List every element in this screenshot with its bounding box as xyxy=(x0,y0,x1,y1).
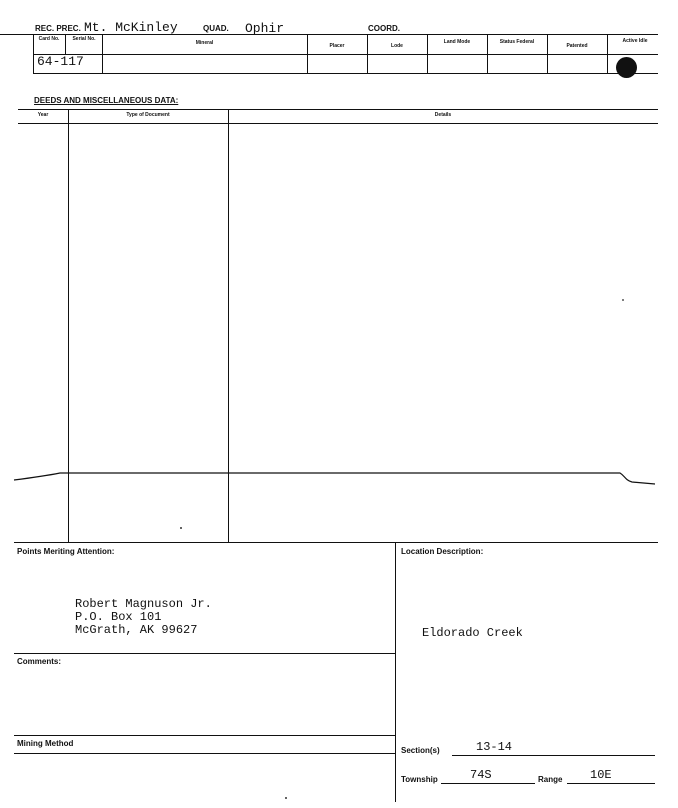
deeds-header-rule xyxy=(18,123,658,124)
rec-prec-label: REC. PREC. xyxy=(35,24,81,33)
section-fill-line xyxy=(452,755,655,756)
points-text: Robert Magnuson Jr. P.O. Box 101 McGrath, AK 99627 xyxy=(75,597,212,637)
col-card-no: Card No. xyxy=(38,36,60,42)
township-value: 74S xyxy=(470,768,492,782)
lower-divider xyxy=(395,542,396,802)
section-label: Section(s) xyxy=(401,746,440,755)
comments-label: Comments: xyxy=(17,657,62,666)
deeds-top-rule xyxy=(18,109,658,110)
scan-speck xyxy=(622,299,624,301)
township-fill-line xyxy=(441,783,535,784)
col-active-idle: Active Idle xyxy=(622,38,648,44)
scan-speck xyxy=(180,527,182,529)
mining-rule xyxy=(14,735,395,736)
range-fill-line xyxy=(567,783,655,784)
header-mid-rule xyxy=(33,54,658,55)
col-serial-no: Serial No. xyxy=(72,36,96,42)
col-divider xyxy=(427,34,428,73)
deeds-col-year: Year xyxy=(37,112,49,118)
location-label: Location Description: xyxy=(401,547,484,556)
page-seam-line xyxy=(0,462,678,492)
section-value: 13-14 xyxy=(476,740,513,754)
scan-speck xyxy=(285,797,287,799)
filled-status-dot xyxy=(616,57,637,78)
header-top-rule xyxy=(0,34,658,35)
deeds-title: DEEDS AND MISCELLANEOUS DATA: xyxy=(34,96,179,105)
deeds-col-type: Type of Document xyxy=(126,112,170,118)
col-divider xyxy=(307,34,308,73)
col-mineral: Mineral xyxy=(195,40,214,46)
col-placer: Placer xyxy=(329,43,345,49)
col-divider xyxy=(547,34,548,73)
mining-bottom-rule xyxy=(14,753,395,754)
card-no-value: 64-117 xyxy=(37,54,84,69)
col-divider xyxy=(33,34,34,73)
deeds-col-details: Details xyxy=(434,112,452,118)
mining-label: Mining Method xyxy=(17,739,74,748)
col-patented: Patented xyxy=(566,43,588,49)
range-value: 10E xyxy=(590,768,612,782)
coord-label: COORD. xyxy=(368,24,400,33)
quad-label: QUAD. xyxy=(203,24,229,33)
col-status-federal: Status Federal xyxy=(499,39,535,45)
points-label: Points Meriting Attention: xyxy=(17,547,115,556)
col-divider xyxy=(65,34,66,54)
col-divider xyxy=(607,34,608,73)
comments-rule xyxy=(14,653,395,654)
location-text: Eldorado Creek xyxy=(422,626,523,640)
rec-prec-value: Mt. McKinley xyxy=(84,20,178,35)
col-land-mode: Land Mode xyxy=(443,39,471,45)
township-label: Township xyxy=(401,775,438,784)
range-label: Range xyxy=(538,775,563,784)
col-divider xyxy=(102,34,103,73)
quad-value: Ophir xyxy=(245,21,285,36)
header-bottom-rule xyxy=(33,73,658,74)
col-divider xyxy=(487,34,488,73)
lower-top-rule xyxy=(14,542,658,543)
col-divider xyxy=(367,34,368,73)
col-lode: Lode xyxy=(391,43,403,49)
